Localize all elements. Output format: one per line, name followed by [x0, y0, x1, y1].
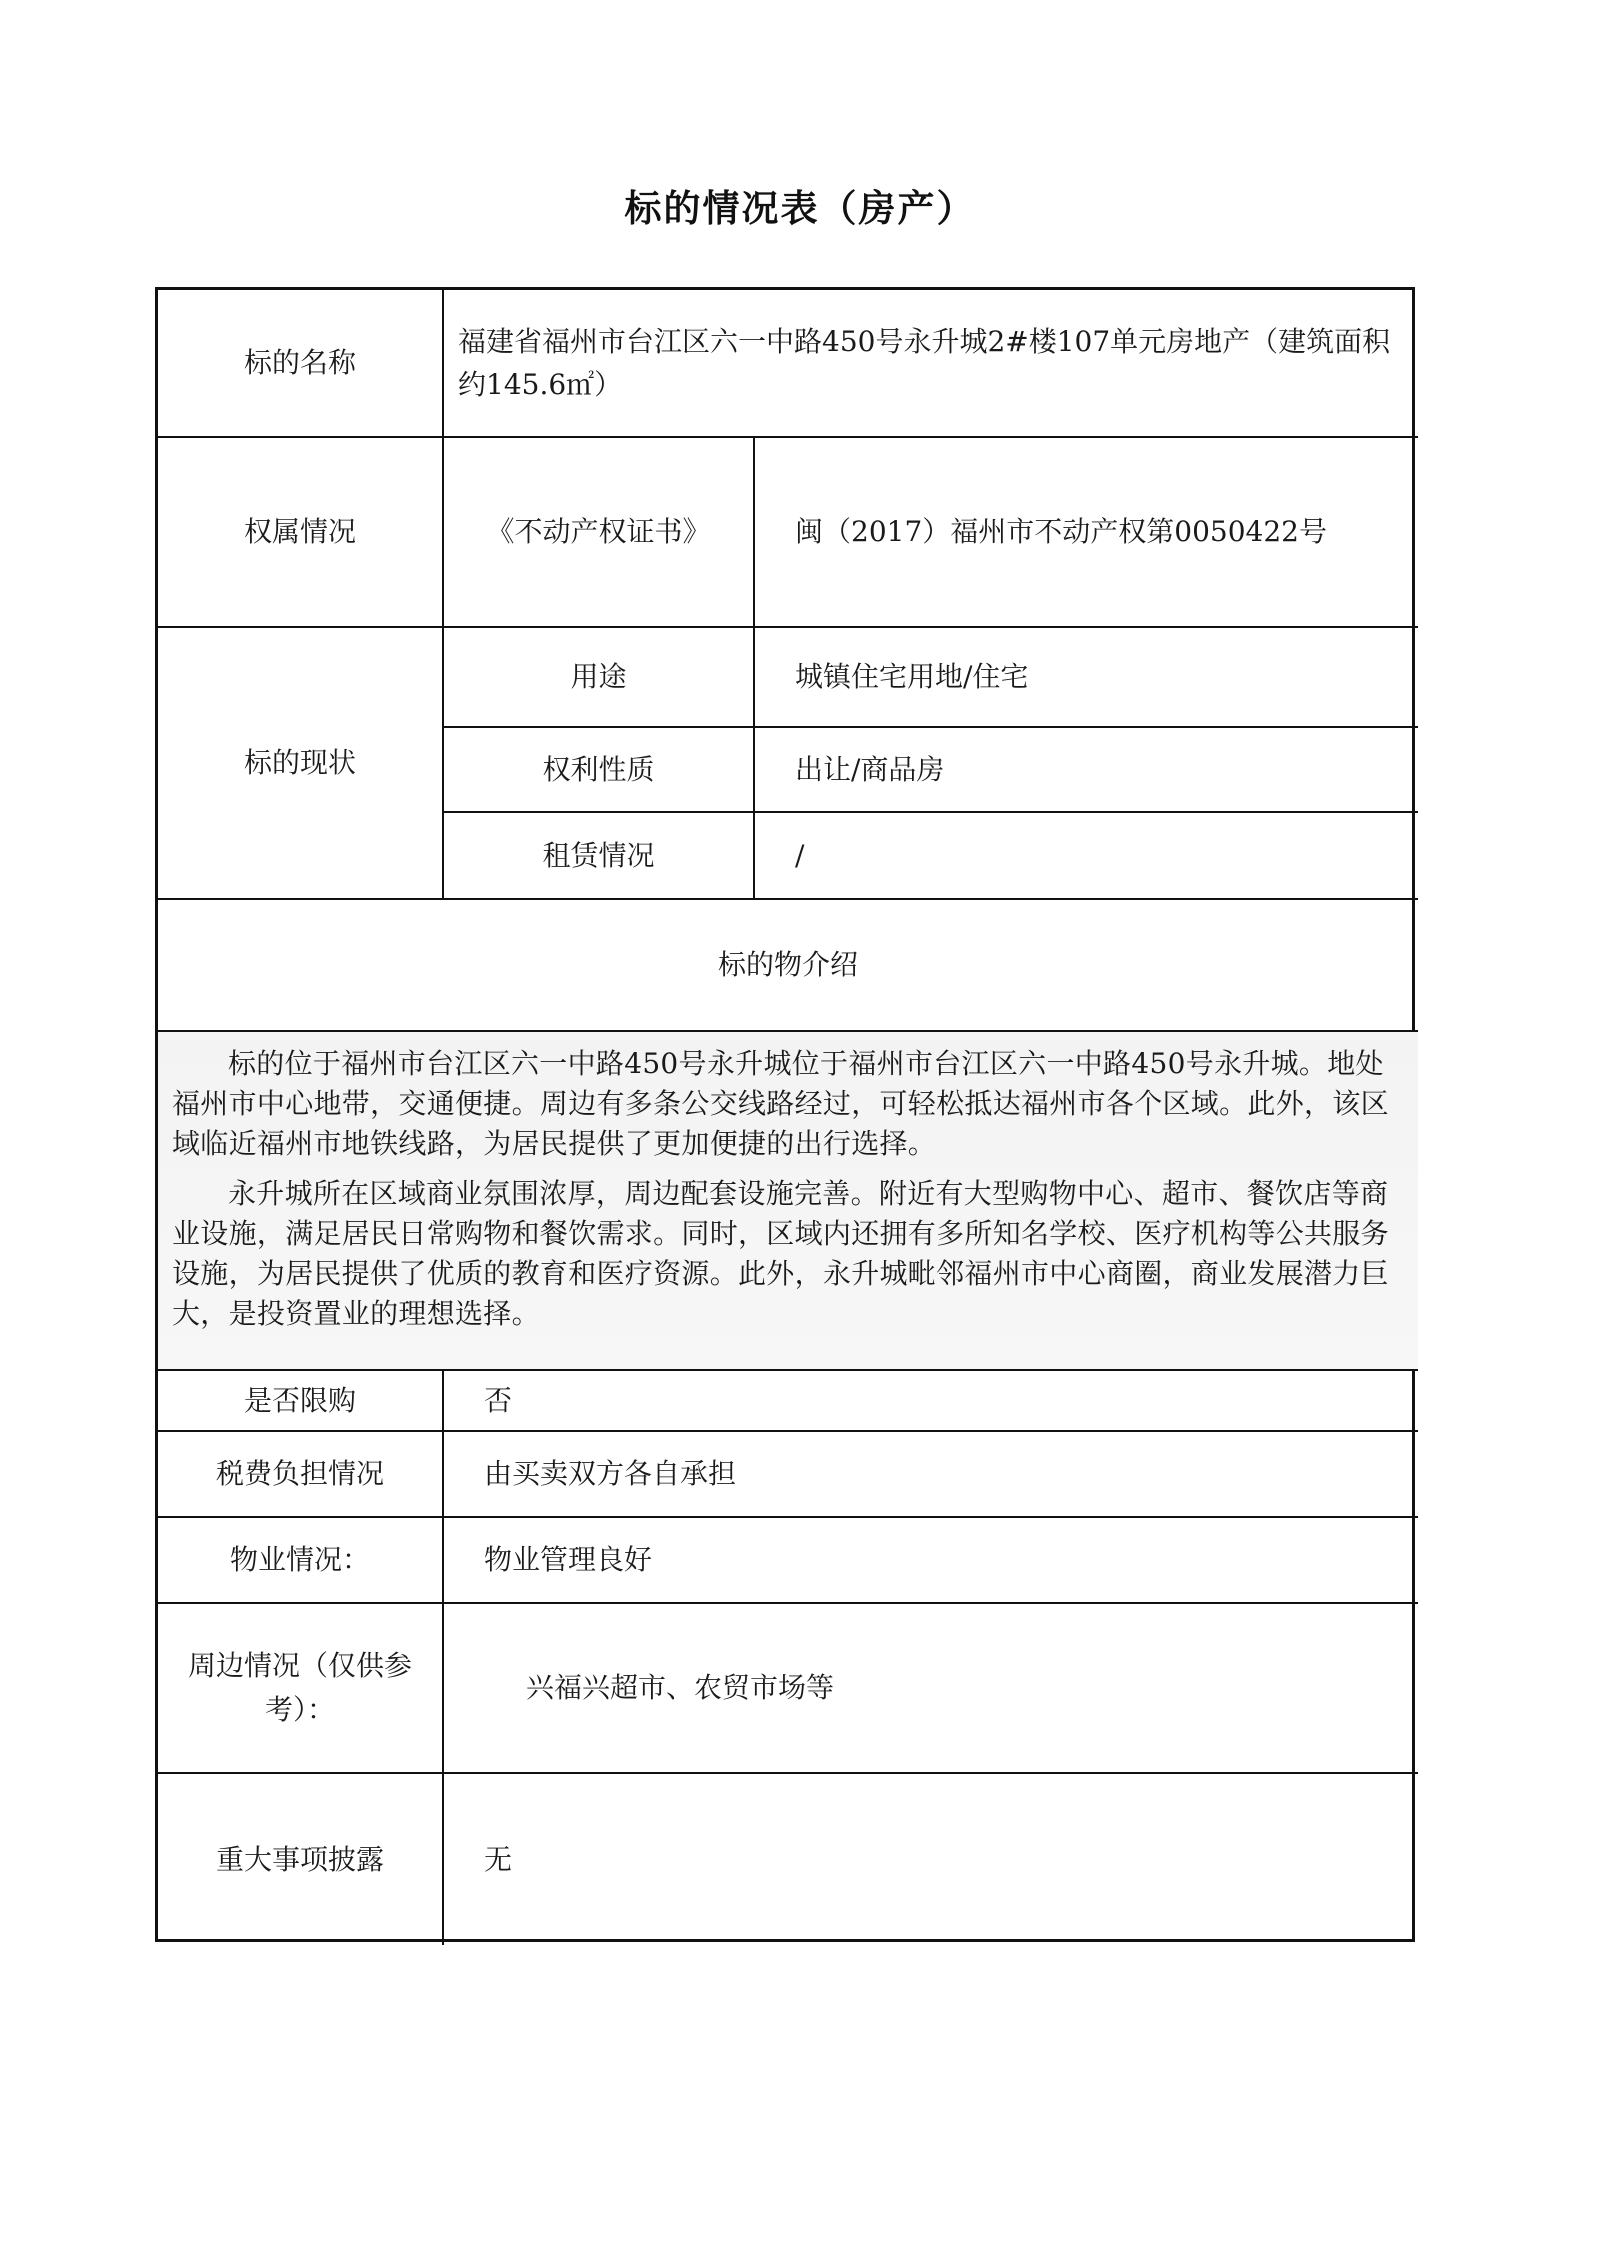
intro-body — [158, 1032, 1418, 1371]
intro-paragraph: 标的位于福州市台江区六一中路450号永升城位于福州市台江区六一中路450号永升城。地处福州市中心地带，交通便捷。周边有多条公交线路经过，可轻松抵达福州市各个区域。此外，该区域临近福州市地铁线路，为居民提供了更加便捷的出行选择。 — [172, 1047, 1389, 1160]
ownership-certificate: 《不动产权证书》 — [444, 438, 755, 628]
value-property-management: 物业管理良好 — [444, 1518, 1418, 1604]
label-purchase-limit: 是否限购 — [158, 1371, 444, 1432]
value-right-nature: 出让/商品房 — [755, 728, 1418, 813]
label-surroundings: 周边情况（仅供参考）： — [158, 1604, 444, 1774]
label-property-name: 标的名称 — [158, 290, 444, 438]
value-tax-burden: 由买卖双方各自承担 — [444, 1432, 1418, 1518]
label-major-disclosure: 重大事项披露 — [158, 1774, 444, 1945]
label-lease-status: 租赁情况 — [444, 813, 755, 900]
value-lease-status: / — [755, 813, 1418, 900]
value-surroundings: 兴福兴超市、农贸市场等 — [444, 1604, 1418, 1774]
value-property-name: 福建省福州市台江区六一中路450号永升城2#楼107单元房地产（建筑面积约145.6㎡） — [444, 290, 1418, 438]
intro-paragraph: 永升城所在区域商业氛围浓厚，周边配套设施完善。附近有大型购物中心、超市、餐饮店等商业设施，满足居民日常购物和餐饮需求。同时，区域内还拥有多所知名学校、医疗机构等公共服务设施，为居民提供了优质的教育和医疗资源。此外，永升城毗邻福州市中心商圈，商业发展潜力巨大，是投资置业的理想选择。 — [172, 1177, 1389, 1330]
label-usage: 用途 — [444, 628, 755, 728]
label-current-status: 标的现状 — [158, 628, 444, 900]
value-purchase-limit: 否 — [444, 1371, 1418, 1432]
value-major-disclosure: 无 — [484, 1842, 513, 1876]
label-property-management: 物业情况： — [158, 1518, 444, 1604]
intro-heading: 标的物介绍 — [158, 900, 1418, 1032]
ownership-certificate-number: 闽（2017）福州市不动产权第0050422号 — [755, 438, 1418, 628]
value-usage: 城镇住宅用地/住宅 — [755, 628, 1418, 728]
page-title: 标的情况表（房产） — [624, 187, 976, 230]
label-tax-burden: 税费负担情况 — [158, 1432, 444, 1518]
label-right-nature: 权利性质 — [444, 728, 755, 813]
label-ownership: 权属情况 — [158, 438, 444, 628]
property-info-table — [155, 287, 1415, 1942]
